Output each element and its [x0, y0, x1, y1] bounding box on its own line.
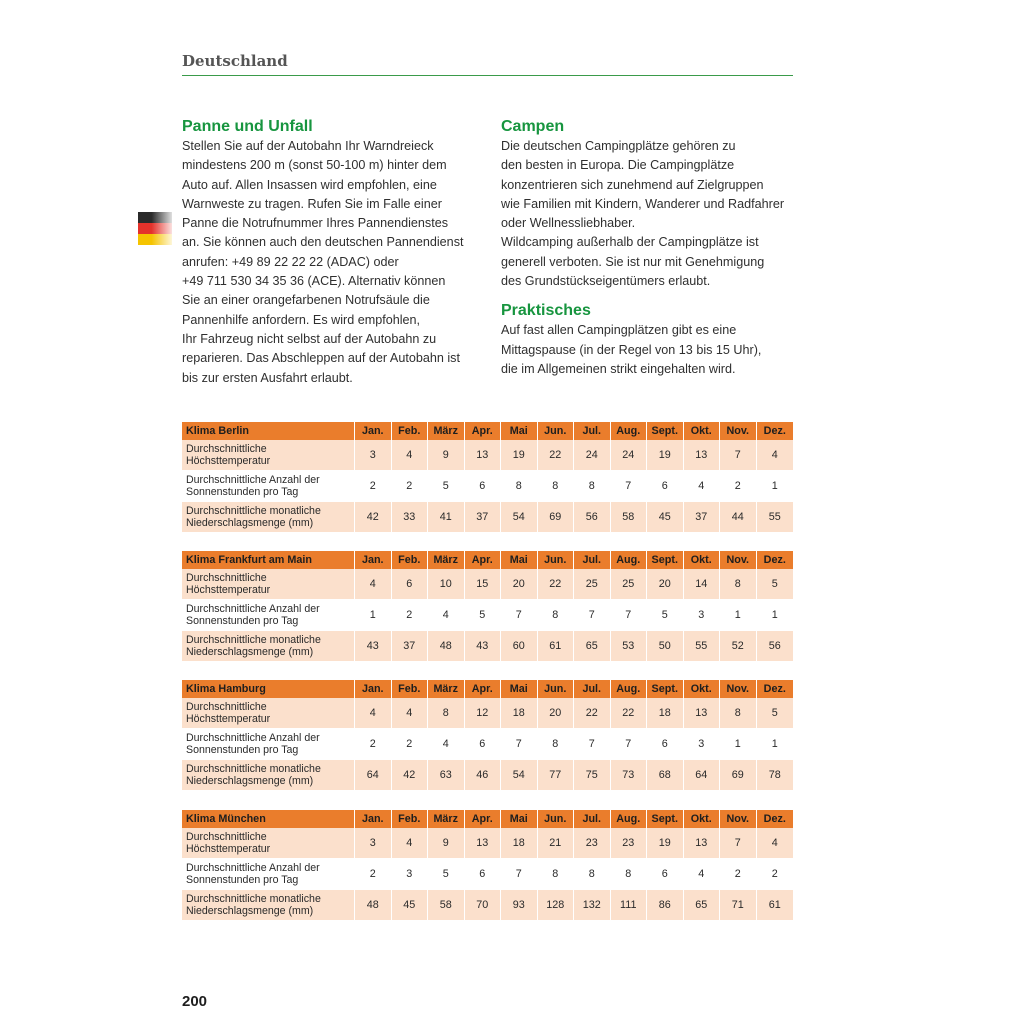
month-header: Jun.: [538, 551, 575, 569]
row-label: [182, 760, 355, 791]
table-cell: 4: [428, 729, 465, 760]
table-cell: 8: [574, 859, 611, 890]
row-label-line: Durchschnittliche Anzahl der: [186, 732, 320, 744]
table-cell: 2: [355, 729, 392, 760]
row-label: [182, 569, 355, 600]
month-header: Sept.: [647, 680, 684, 698]
table-cell: 1: [720, 600, 757, 631]
table-cell: 7: [501, 859, 538, 890]
table-cell: 8: [720, 569, 757, 600]
paragraph-practical: [501, 321, 801, 379]
row-label: [182, 859, 355, 890]
month-header: März: [428, 810, 465, 828]
table-cell: 64: [684, 760, 721, 791]
row-label-line: Höchsttemperatur: [186, 584, 271, 596]
text-line: Wildcamping außerhalb der Campingplätze ist: [501, 235, 759, 250]
table-cell: 111: [611, 890, 648, 921]
table-row: [182, 631, 793, 662]
month-header: Sept.: [647, 551, 684, 569]
table-cell: 63: [428, 760, 465, 791]
row-label-line: Sonnenstunden pro Tag: [186, 486, 299, 498]
table-title: Klima Hamburg: [182, 680, 355, 698]
text-line: Warnweste zu tragen. Rufen Sie im Falle einer: [182, 196, 442, 211]
month-header: Nov.: [720, 422, 757, 440]
table-cell: 7: [611, 600, 648, 631]
table-cell: 22: [538, 569, 575, 600]
table-cell: 46: [465, 760, 502, 791]
month-header: Apr.: [465, 810, 502, 828]
table-cell: 69: [720, 760, 757, 791]
month-header: Sept.: [647, 422, 684, 440]
table-cell: 13: [465, 828, 502, 859]
climate-table: [182, 551, 793, 662]
chapter-title: Deutschland: [182, 52, 288, 70]
table-cell: 7: [574, 729, 611, 760]
row-label: [182, 890, 355, 921]
table-row: [182, 729, 793, 760]
climate-table: [182, 680, 793, 791]
month-header: Feb.: [392, 551, 429, 569]
month-header: März: [428, 422, 465, 440]
table-row: [182, 828, 793, 859]
table-cell: 6: [465, 729, 502, 760]
table-cell: 6: [647, 471, 684, 502]
row-label-line: Sonnenstunden pro Tag: [186, 744, 299, 756]
table-cell: 2: [392, 729, 429, 760]
section-camping: [501, 117, 801, 379]
table-cell: 24: [611, 440, 648, 471]
table-cell: 48: [355, 890, 392, 921]
table-cell: 2: [757, 859, 794, 890]
table-cell: 128: [538, 890, 575, 921]
row-label-line: Sonnenstunden pro Tag: [186, 874, 299, 886]
row-label-line: Durchschnittliche monatliche: [186, 634, 321, 646]
table-cell: 4: [355, 569, 392, 600]
paragraph-camping: [501, 137, 801, 291]
table-cell: 1: [720, 729, 757, 760]
climate-table: [182, 422, 793, 533]
text-line: generell verboten. Sie ist nur mit Genehmigung: [501, 254, 765, 269]
table-row: [182, 471, 793, 502]
table-cell: 58: [428, 890, 465, 921]
text-line: anrufen: +49 89 22 22 22 (ADAC) oder: [182, 254, 399, 269]
row-label-line: Höchsttemperatur: [186, 455, 271, 467]
table-cell: 43: [355, 631, 392, 662]
row-label: [182, 828, 355, 859]
table-cell: 10: [428, 569, 465, 600]
page-number: 200: [182, 993, 208, 1010]
table-cell: 5: [757, 698, 794, 729]
table-title: Klima Berlin: [182, 422, 355, 440]
table-cell: 4: [392, 828, 429, 859]
month-header: Aug.: [611, 422, 648, 440]
table-cell: 4: [684, 859, 721, 890]
table-cell: 14: [684, 569, 721, 600]
table-cell: 44: [720, 502, 757, 533]
table-cell: 5: [647, 600, 684, 631]
table-cell: 9: [428, 440, 465, 471]
table-row: [182, 569, 793, 600]
row-label: [182, 471, 355, 502]
table-cell: 5: [428, 859, 465, 890]
table-cell: 78: [757, 760, 794, 791]
month-header: Feb.: [392, 810, 429, 828]
table-cell: 8: [538, 471, 575, 502]
table-cell: 61: [538, 631, 575, 662]
row-label: [182, 502, 355, 533]
row-label-line: Durchschnittliche: [186, 701, 267, 713]
table-cell: 45: [392, 890, 429, 921]
row-label-line: Höchsttemperatur: [186, 713, 271, 725]
month-header: Jan.: [355, 810, 392, 828]
table-cell: 71: [720, 890, 757, 921]
table-cell: 61: [757, 890, 794, 921]
table-cell: 60: [501, 631, 538, 662]
table-cell: 25: [574, 569, 611, 600]
text-line: des Grundstückseigentümers erlaubt.: [501, 274, 711, 289]
table-cell: 7: [720, 440, 757, 471]
table-cell: 1: [757, 471, 794, 502]
table-cell: 8: [538, 859, 575, 890]
table-cell: 77: [538, 760, 575, 791]
text-line: Sie an einer orangefarbenen Notrufsäule die: [182, 293, 430, 308]
month-header: Jun.: [538, 422, 575, 440]
heading-camping: Campen: [501, 118, 565, 135]
table-cell: 23: [574, 828, 611, 859]
table-cell: 4: [392, 698, 429, 729]
month-header: Dez.: [757, 551, 794, 569]
month-header: Aug.: [611, 810, 648, 828]
table-cell: 5: [757, 569, 794, 600]
month-header: Nov.: [720, 680, 757, 698]
table-cell: 2: [720, 859, 757, 890]
table-cell: 6: [647, 729, 684, 760]
text-line: Auf fast allen Campingplätzen gibt es eine: [501, 323, 737, 338]
month-header: März: [428, 551, 465, 569]
table-cell: 18: [501, 698, 538, 729]
text-line: mindestens 200 m (sonst 50-100 m) hinter dem: [182, 158, 447, 173]
text-line: wie Familien mit Kindern, Wanderer und Radfahrer: [501, 196, 785, 211]
table-row: [182, 502, 793, 533]
table-cell: 18: [501, 828, 538, 859]
table-cell: 54: [501, 760, 538, 791]
table-cell: 1: [355, 600, 392, 631]
text-line: Stellen Sie auf der Autobahn Ihr Warndreieck: [182, 139, 434, 153]
table-cell: 25: [611, 569, 648, 600]
table-cell: 20: [538, 698, 575, 729]
table-cell: 22: [538, 440, 575, 471]
table-row: [182, 600, 793, 631]
row-label: [182, 698, 355, 729]
paragraph-breakdown: [182, 137, 482, 388]
table-cell: 5: [428, 471, 465, 502]
table-cell: 9: [428, 828, 465, 859]
month-header: Apr.: [465, 422, 502, 440]
germany-flag-icon: [138, 212, 172, 245]
table-cell: 18: [647, 698, 684, 729]
month-header: Feb.: [392, 680, 429, 698]
month-header: Mai: [501, 551, 538, 569]
month-header: Okt.: [684, 810, 721, 828]
page-header: [182, 52, 793, 76]
table-cell: 132: [574, 890, 611, 921]
table-cell: 8: [720, 698, 757, 729]
row-label-line: Niederschlagsmenge (mm): [186, 646, 314, 658]
text-line: konzentrieren sich zunehmend auf Zielgruppen: [501, 177, 764, 192]
table-row: [182, 760, 793, 791]
month-header: Aug.: [611, 680, 648, 698]
table-cell: 3: [392, 859, 429, 890]
table-row: [182, 698, 793, 729]
table-cell: 8: [611, 859, 648, 890]
row-label-line: Niederschlagsmenge (mm): [186, 905, 314, 917]
table-cell: 7: [501, 729, 538, 760]
table-cell: 1: [757, 600, 794, 631]
month-header: Jul.: [574, 551, 611, 569]
table-cell: 24: [574, 440, 611, 471]
month-header: Jul.: [574, 422, 611, 440]
table-cell: 52: [720, 631, 757, 662]
table-cell: 2: [355, 859, 392, 890]
month-header: Mai: [501, 422, 538, 440]
table-title: Klima München: [182, 810, 355, 828]
text-line: bis zur ersten Ausfahrt erlaubt.: [182, 370, 353, 385]
table-header-row: [182, 680, 793, 698]
text-line: Die deutschen Campingplätze gehören zu: [501, 139, 736, 153]
table-cell: 22: [611, 698, 648, 729]
month-header: Okt.: [684, 422, 721, 440]
table-cell: 55: [757, 502, 794, 533]
month-header: Aug.: [611, 551, 648, 569]
table-row: [182, 440, 793, 471]
table-cell: 6: [647, 859, 684, 890]
table-cell: 7: [720, 828, 757, 859]
table-cell: 19: [647, 440, 684, 471]
table-cell: 20: [647, 569, 684, 600]
month-header: Okt.: [684, 551, 721, 569]
table-cell: 68: [647, 760, 684, 791]
month-header: Okt.: [684, 680, 721, 698]
table-cell: 33: [392, 502, 429, 533]
table-cell: 2: [392, 471, 429, 502]
table-cell: 2: [392, 600, 429, 631]
table-cell: 8: [501, 471, 538, 502]
month-header: März: [428, 680, 465, 698]
row-label-line: Höchsttemperatur: [186, 843, 271, 855]
row-label-line: Durchschnittliche Anzahl der: [186, 603, 320, 615]
table-cell: 3: [684, 600, 721, 631]
table-cell: 1: [757, 729, 794, 760]
month-header: Nov.: [720, 551, 757, 569]
table-cell: 7: [574, 600, 611, 631]
month-header: Sept.: [647, 810, 684, 828]
table-cell: 4: [757, 828, 794, 859]
month-header: Mai: [501, 810, 538, 828]
table-title: Klima Frankfurt am Main: [182, 551, 355, 569]
table-cell: 7: [611, 471, 648, 502]
table-row: [182, 890, 793, 921]
table-cell: 19: [647, 828, 684, 859]
table-cell: 3: [355, 440, 392, 471]
table-cell: 54: [501, 502, 538, 533]
climate-table: [182, 810, 793, 921]
table-cell: 42: [355, 502, 392, 533]
row-label-line: Sonnenstunden pro Tag: [186, 615, 299, 627]
heading-practical: Praktisches: [501, 302, 591, 320]
table-header-row: [182, 810, 793, 828]
month-header: Dez.: [757, 680, 794, 698]
table-cell: 8: [574, 471, 611, 502]
row-label-line: Durchschnittliche: [186, 443, 267, 455]
table-cell: 3: [355, 828, 392, 859]
table-cell: 6: [465, 471, 502, 502]
table-cell: 13: [465, 440, 502, 471]
table-cell: 45: [647, 502, 684, 533]
table-cell: 42: [392, 760, 429, 791]
text-line: +49 711 530 34 35 36 (ACE). Alternativ können: [182, 274, 446, 289]
section-breakdown: [182, 117, 482, 388]
table-cell: 4: [392, 440, 429, 471]
text-line: Mittagspause (in der Regel von 13 bis 15 Uhr),: [501, 342, 762, 357]
heading-breakdown: Panne und Unfall: [182, 118, 313, 135]
table-cell: 13: [684, 828, 721, 859]
table-cell: 55: [684, 631, 721, 662]
table-cell: 70: [465, 890, 502, 921]
table-cell: 2: [720, 471, 757, 502]
table-cell: 20: [501, 569, 538, 600]
text-line: die im Allgemeinen strikt eingehalten wird.: [501, 361, 736, 376]
table-cell: 86: [647, 890, 684, 921]
table-cell: 15: [465, 569, 502, 600]
text-line: Auto auf. Allen Insassen wird empfohlen, eine: [182, 177, 437, 192]
table-cell: 64: [355, 760, 392, 791]
table-cell: 5: [465, 600, 502, 631]
table-cell: 58: [611, 502, 648, 533]
month-header: Jul.: [574, 680, 611, 698]
table-cell: 73: [611, 760, 648, 791]
month-header: Jun.: [538, 810, 575, 828]
table-cell: 22: [574, 698, 611, 729]
table-cell: 53: [611, 631, 648, 662]
table-cell: 41: [428, 502, 465, 533]
row-label-line: Niederschlagsmenge (mm): [186, 517, 314, 529]
row-label-line: Durchschnittliche monatliche: [186, 505, 321, 517]
month-header: Jan.: [355, 680, 392, 698]
month-header: Apr.: [465, 680, 502, 698]
table-cell: 7: [501, 600, 538, 631]
text-line: Ihr Fahrzeug nicht selbst auf der Autobahn zu: [182, 331, 437, 346]
month-header: Apr.: [465, 551, 502, 569]
month-header: Jul.: [574, 810, 611, 828]
row-label-line: Durchschnittliche Anzahl der: [186, 862, 320, 874]
table-cell: 4: [684, 471, 721, 502]
table-cell: 4: [428, 600, 465, 631]
table-cell: 56: [574, 502, 611, 533]
table-cell: 8: [538, 600, 575, 631]
table-header-row: [182, 422, 793, 440]
table-cell: 8: [428, 698, 465, 729]
table-cell: 37: [684, 502, 721, 533]
table-cell: 50: [647, 631, 684, 662]
row-label: [182, 600, 355, 631]
month-header: Jan.: [355, 551, 392, 569]
table-cell: 65: [684, 890, 721, 921]
table-cell: 13: [684, 440, 721, 471]
row-label: [182, 440, 355, 471]
table-cell: 75: [574, 760, 611, 791]
table-cell: 12: [465, 698, 502, 729]
table-cell: 21: [538, 828, 575, 859]
table-cell: 37: [392, 631, 429, 662]
text-line: oder Wellnessliebhaber.: [501, 216, 636, 231]
table-cell: 4: [757, 440, 794, 471]
table-cell: 2: [355, 471, 392, 502]
row-label: [182, 631, 355, 662]
table-row: [182, 859, 793, 890]
text-line: den besten in Europa. Die Campingplätze: [501, 158, 735, 173]
text-line: Pannenhilfe anfordern. Es wird empfohlen,: [182, 312, 421, 327]
table-cell: 4: [355, 698, 392, 729]
table-cell: 43: [465, 631, 502, 662]
table-cell: 6: [392, 569, 429, 600]
table-cell: 13: [684, 698, 721, 729]
table-cell: 7: [611, 729, 648, 760]
text-line: reparieren. Das Abschleppen auf der Autobahn ist: [182, 351, 460, 366]
month-header: Mai: [501, 680, 538, 698]
text-line: an. Sie können auch den deutschen Pannendienst: [182, 235, 464, 250]
row-label-line: Durchschnittliche: [186, 572, 267, 584]
row-label-line: Durchschnittliche: [186, 831, 267, 843]
table-cell: 8: [538, 729, 575, 760]
row-label-line: Durchschnittliche monatliche: [186, 763, 321, 775]
table-cell: 37: [465, 502, 502, 533]
table-cell: 56: [757, 631, 794, 662]
month-header: Feb.: [392, 422, 429, 440]
month-header: Nov.: [720, 810, 757, 828]
table-cell: 6: [465, 859, 502, 890]
month-header: Dez.: [757, 810, 794, 828]
month-header: Dez.: [757, 422, 794, 440]
row-label-line: Durchschnittliche Anzahl der: [186, 474, 320, 486]
table-cell: 19: [501, 440, 538, 471]
row-label-line: Niederschlagsmenge (mm): [186, 775, 314, 787]
row-label-line: Durchschnittliche monatliche: [186, 893, 321, 905]
month-header: Jun.: [538, 680, 575, 698]
table-cell: 93: [501, 890, 538, 921]
table-cell: 3: [684, 729, 721, 760]
table-header-row: [182, 551, 793, 569]
table-cell: 48: [428, 631, 465, 662]
text-line: Panne die Notrufnummer Ihres Pannendienstes: [182, 216, 449, 231]
row-label: [182, 729, 355, 760]
table-cell: 69: [538, 502, 575, 533]
month-header: Jan.: [355, 422, 392, 440]
table-cell: 23: [611, 828, 648, 859]
table-cell: 65: [574, 631, 611, 662]
